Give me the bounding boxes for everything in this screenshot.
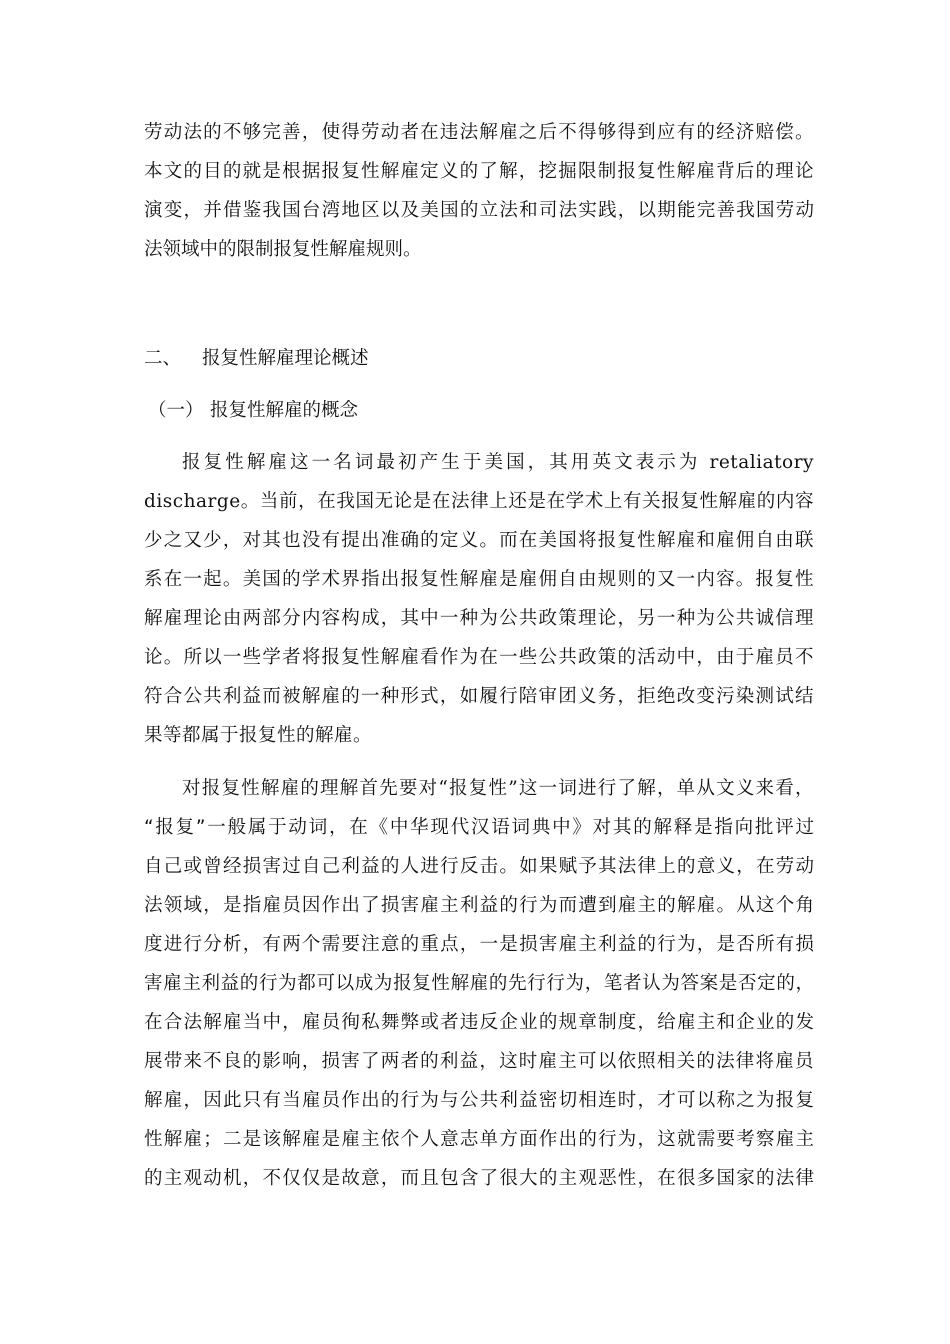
section-heading [144,346,369,372]
paragraph2-line-10: 性解雇；二是该解雇是雇主依个人意志单方面作出的行为，这就需要考察雇主 [144,1129,814,1150]
section-number: 二、 [144,348,182,369]
intro-line-4: 法领域中的限制报复性解雇规则。 [144,239,422,260]
paragraph2-line-11: 的主观动机，不仅仅是故意，而且包含了很大的主观恶性，在很多国家的法律 [144,1168,814,1189]
paragraph1-line-5: 解雇理论由两部分内容构成，其中一种为公共政策理论，另一种为公共诚信理 [144,608,814,629]
subsection-title: 报复性解雇的概念 [210,400,359,421]
paragraph2-line-7: 在合法解雇当中，雇员徇私舞弊或者违反企业的规章制度，给雇主和企业的发 [144,1012,814,1033]
paragraph2-line-1: 对报复性解雇的理解首先要对“报复性”这一词进行了解，单从文义来看， [182,778,814,799]
intro-line-2: 本文的目的就是根据报复性解雇定义的了解，挖掘限制报复性解雇背后的理论 [144,161,814,182]
intro-line-1: 劳动法的不够完善，使得劳动者在违法解雇之后不得够得到应有的经济赔偿。 [144,122,814,143]
paragraph1-line-7: 符合公共利益而被解雇的一种形式，如履行陪审团义务，拒绝改变污染测试结 [144,686,814,707]
section-title: 报复性解雇理论概述 [202,348,369,369]
paragraph1-line-8: 果等都属于报复性的解雇。 [144,725,373,746]
paragraph2-line-9: 解雇，因此只有当雇员作出的行为与公共利益密切相连时，才可以称之为报复 [144,1090,814,1111]
paragraph1-line-6: 论。所以一些学者将报复性解雇看作为在一些公共政策的活动中，由于雇员不 [144,647,814,668]
paragraph2-line-3: 自己或曾经损害过自己利益的人进行反击。如果赋予其法律上的意义，在劳动 [144,856,814,877]
paragraph2-line-8: 展带来不良的影响，损害了两者的利益，这时雇主可以依照相关的法律将雇员 [144,1051,814,1072]
paragraph1-line-4: 系在一起。美国的学术界指出报复性解雇是雇佣自由规则的又一内容。报复性 [144,569,814,590]
paragraph2-line-2: “报复”一般属于动词，在《中华现代汉语词典中》对其的解释是指向批评过 [144,817,814,838]
intro-line-3: 演变，并借鉴我国台湾地区以及美国的立法和司法实践，以期能完善我国劳动 [144,200,814,221]
paragraph2-line-4: 法领域，是指雇员因作出了损害雇主利益的行为而遭到雇主的解雇。从这个角 [144,895,814,916]
paragraph1-line-2: discharge。当前，在我国无论是在法律上还是在学术上有关报复性解雇的内容 [144,491,814,512]
paragraph1-line-3: 少之又少，对其也没有提出准确的定义。而在美国将报复性解雇和雇佣自由联 [144,530,814,551]
paragraph2-line-5: 度进行分析，有两个需要注意的重点，一是损害雇主利益的行为，是否所有损 [144,934,814,955]
subsection-number: （一） [148,400,204,421]
paragraph2-line-6: 害雇主利益的行为都可以成为报复性解雇的先行行为，笔者认为答案是否定的， [144,973,814,994]
subsection-heading [148,398,358,424]
paragraph1-line-1: 报复性解雇这一名词最初产生于美国，其用英文表示为 retaliatory [182,452,814,473]
